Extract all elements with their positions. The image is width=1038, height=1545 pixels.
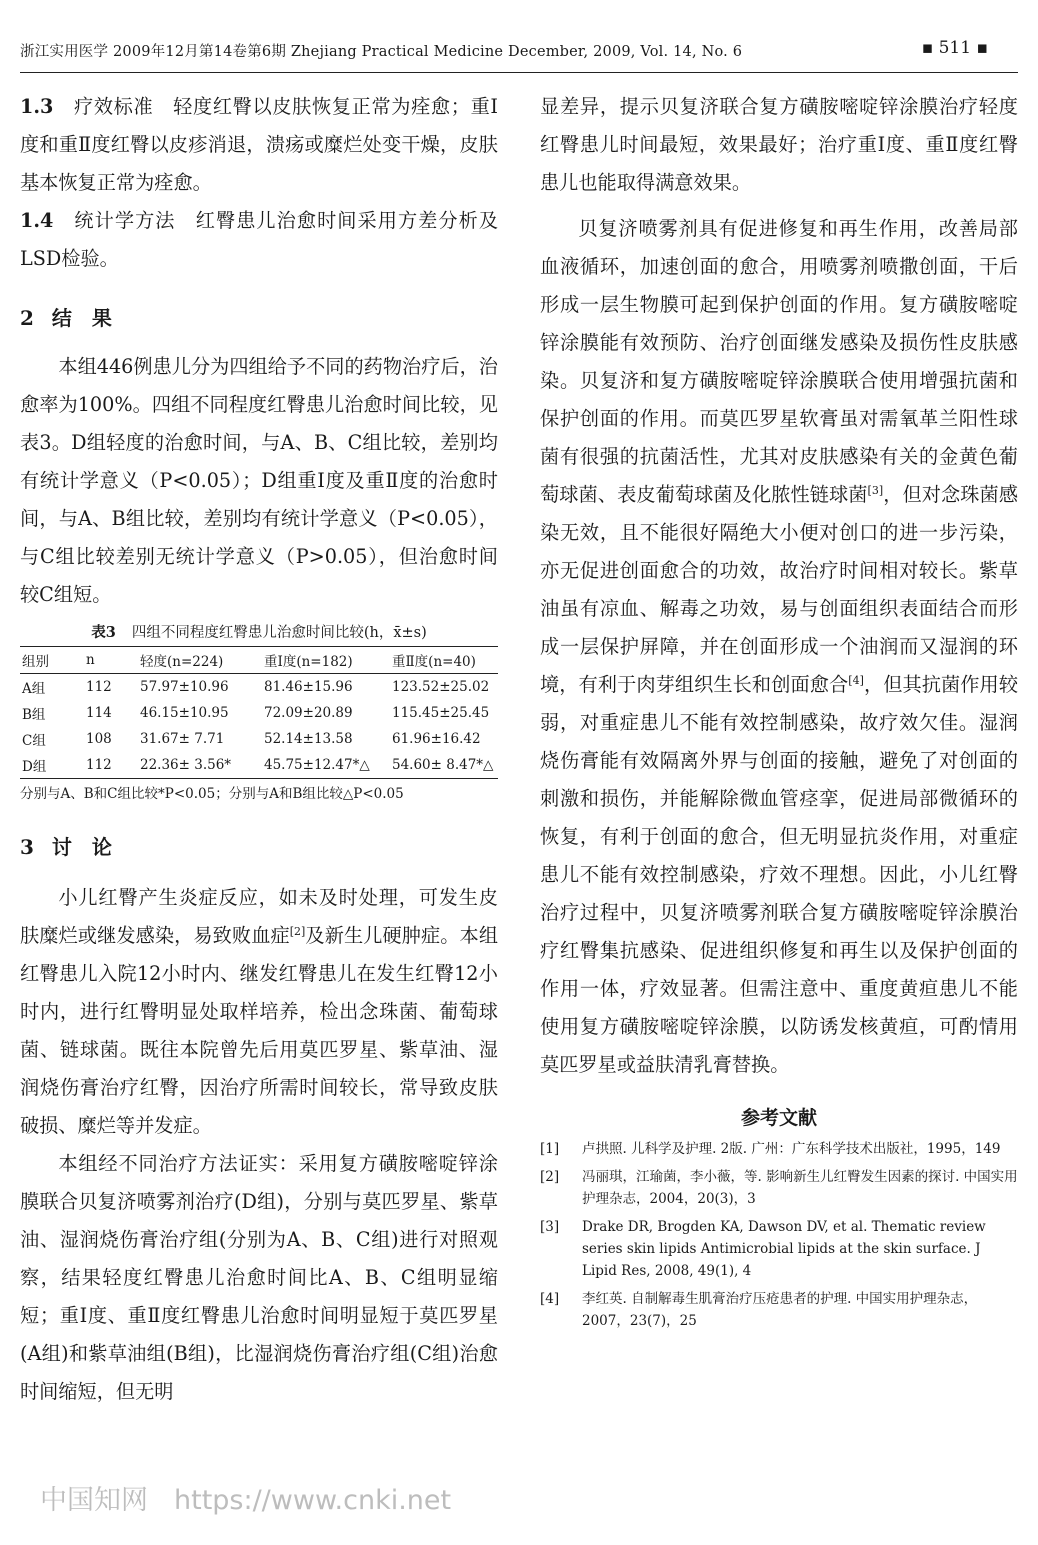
paragraph-text: ，但其抗菌作用较弱，对重症患儿不能有效控制感染，故疗效欠佳。湿润烧伤膏能有效隔离外界与创面的接触，避免了对创面的刺激和损伤，并能解除微血管痉挛，促进局部微循环的恢复，有利于创面的愈合，但无明显抗炎作用，对重症患儿不能有效控制感染，疗效不理想。因此，小儿红臀治疗过程中，贝复济喷雾剂联合复方磺胺嘧啶锌涂膜治疗红臀集抗感染、促进组织修复和再生以及保护创面的作用一体，疗效显著。但需注意中、重度黄疸患儿不能使用复方磺胺嘧啶锌涂膜，以防诱发核黄疸，可酌情用莫匹罗星或益肤清乳膏替换。	[540, 673, 1019, 1076]
table-cell: 108	[86, 731, 112, 747]
paragraph-text: 贝复济喷雾剂具有促进修复和再生作用，改善局部血液循环，加速创面的愈合，用喷雾剂喷撒创面，干后形成一层生物膜可起到保护创面的作用。复方磺胺嘧啶锌涂膜能有效预防、治疗创面继发感染及损伤性皮肤感染。贝复济和复方磺胺嘧啶锌涂膜联合使用增强抗菌和保护创面的作用。而莫匹罗星软膏虽对需氧革兰阳性球菌有很强的抗菌活性，尤其对皮肤感染有关的金黄色葡萄球菌、表皮葡萄球菌及化脓性链球菌	[540, 217, 1018, 506]
left-column	[20, 88, 498, 1411]
table-row	[20, 674, 498, 701]
reference-item	[540, 1288, 1018, 1332]
table-cell: 72.09±20.89	[264, 705, 353, 721]
table-cell: 112	[86, 757, 112, 773]
paragraph-text: 小儿红臀产生炎症反应，如未及时处理，可发生皮肤糜烂或继发感染，易致败血症	[20, 886, 498, 947]
section-title: 统计学方法	[73, 209, 176, 232]
paragraph-text: ，但对念珠菌感染无效，且不能很好隔绝大小便对创口的进一步污染，亦无促进创面愈合的功效，故治疗时间相对较长。紫草油虽有凉血、解毒之功效，易与创面组织表面结合而形成一层保护屏障，并在创面形成一个油润而又湿润的环境，有利于肉芽组织生长和创面愈合	[540, 483, 1019, 696]
table-header-row	[20, 647, 498, 674]
section-label: 1.4	[20, 209, 54, 232]
section-number: 2	[20, 306, 34, 330]
column-header: 组别	[22, 654, 49, 670]
paragraph-text: 及新生儿硬肿症。本组红臀患儿入院12小时内、继发红臀患儿在发生红臀12小时内，进行红臀明显处取样培养，检出念珠菌、葡萄球菌、链球菌。既往本院曾先后用莫匹罗星、紫草油、湿润烧伤膏治疗红臀，因治疗所需时间较长，常导致皮肤破损、糜烂等并发症。	[20, 924, 499, 1137]
section-number: 3	[20, 835, 34, 859]
section-heading-results	[20, 298, 498, 338]
running-header	[20, 38, 1018, 68]
section-title: 结 果	[51, 306, 112, 330]
section-heading-discussion	[20, 827, 498, 867]
reference-number: [1]	[540, 1141, 560, 1157]
citation: [4]	[848, 674, 864, 687]
table-cell: 81.46±15.96	[264, 679, 353, 695]
section-title: 疗效标准	[73, 95, 154, 118]
references-heading: 参考文献	[740, 1107, 817, 1129]
table-row	[20, 726, 498, 752]
journal-line: 浙江实用医学 2009年12月第14卷第6期 Zhejiang Practical Medicine December, 2009, Vol. 14, No. 6	[20, 44, 743, 60]
column-header: 轻度(n=224)	[140, 654, 224, 670]
reference-number: [3]	[540, 1219, 560, 1235]
table-cell: 54.60± 8.47*△	[392, 757, 494, 773]
table-cell: 123.52±25.02	[392, 679, 490, 695]
watermark-url: https://www.cnki.net	[174, 1485, 452, 1516]
section-label: 1.3	[20, 95, 54, 118]
section-title: 讨 论	[51, 835, 112, 859]
table-row	[20, 752, 498, 779]
table-cell: B组	[22, 707, 46, 723]
table-cell: A组	[22, 681, 46, 697]
table-title: 四组不同程度红臀患儿治愈时间比较(h，x̄±s)	[131, 625, 427, 641]
page-number: ▪ 511 ▪	[921, 38, 988, 58]
reference-text: 李红英. 自制解毒生肌膏治疗压疮患者的护理. 中国实用护理杂志，2007，23(7)，25	[582, 1291, 978, 1329]
healing-time-table	[20, 646, 498, 779]
table-cell: C组	[22, 733, 46, 749]
table-cell: 52.14±13.58	[264, 731, 353, 747]
paragraph-discussion-1	[20, 879, 498, 1145]
paragraph-statistics	[20, 202, 498, 278]
right-column	[540, 88, 1018, 1338]
table-cell: 61.96±16.42	[392, 731, 481, 747]
reference-number: [2]	[540, 1169, 560, 1185]
table-cell: D组	[22, 759, 47, 775]
paragraph-text: 红臀患儿治愈时间采用方差分析及LSD检验。	[20, 209, 499, 270]
table-3	[20, 620, 498, 807]
reference-item	[540, 1166, 1018, 1210]
reference-text: Drake DR, Brogden KA, Dawson DV, et al. Thematic review series skin lipids Antimicrobial lipids at the skin surface. J Lipid Res, 2008, 49(1), 4	[582, 1219, 986, 1279]
column-header: n	[86, 652, 95, 668]
paragraph-text: 轻度红臀以皮肤恢复正常为痊愈；重Ⅰ度和重Ⅱ度红臀以皮疹消退，溃疡或糜烂处变干燥，皮肤基本恢复正常为痊愈。	[20, 95, 498, 194]
table-cell: 45.75±12.47*△	[264, 757, 370, 773]
references-list	[540, 1138, 1018, 1332]
table-row	[20, 700, 498, 726]
table-cell: 115.45±25.45	[392, 705, 490, 721]
reference-text: 冯丽琪，江瑜菌，李小薇，等. 影响新生儿红臀发生因素的探讨. 中国实用护理杂志，2004，20(3)，3	[582, 1169, 1018, 1207]
column-header: 重Ⅰ度(n=182)	[264, 654, 353, 670]
paragraph-results: 本组446例患儿分为四组给予不同的药物治疗后，治愈率为100%。四组不同程度红臀患儿治愈时间比较，见表3。D组轻度的治愈时间，与A、B、C组比较，差别均有统计学意义（P<0.05）；D组重Ⅰ度及重Ⅱ度的治愈时间，与A、B组比较，差别均有统计学意义（P<0.05），与C组比较差别无统计学意义（P>0.05），但治愈时间较C组短。	[20, 355, 498, 606]
reference-number: [4]	[540, 1291, 560, 1307]
table-cell: 22.36± 3.56*	[140, 757, 232, 773]
table-label: 表3	[91, 624, 116, 641]
citation: [2]	[289, 925, 306, 938]
paragraph-discussion-2: 本组经不同治疗方法证实：采用复方磺胺嘧啶锌涂膜联合贝复济喷雾剂治疗(D组)，分别与莫匹罗星、紫草油、湿润烧伤膏治疗组(分别为A、B、C组)进行对照观察，结果轻度红臀患儿治愈时间比A、B、C组明显缩短；重Ⅰ度、重Ⅱ度红臀患儿治愈时间明显短于莫匹罗星(A组)和紫草油组(B组)，比湿润烧伤膏治疗组(C组)治愈时间缩短，但无明	[20, 1152, 498, 1403]
watermark-logo-text: 中国知网	[40, 1485, 148, 1516]
paragraph-efficacy-criteria	[20, 88, 498, 202]
paragraph-discussion-3	[540, 210, 1018, 1084]
table-cell: 112	[86, 679, 112, 695]
reference-text: 卢拱照. 儿科学及护理. 2版. 广州：广东科学技术出版社，1995，149	[582, 1141, 1001, 1157]
table-cell: 57.97±10.96	[140, 679, 229, 695]
table-footnote: 分别与A、B和C组比较*P<0.05；分别与A和B组比较△P<0.05	[20, 786, 404, 802]
table-caption	[20, 620, 498, 646]
table-cell: 31.67± 7.71	[140, 731, 225, 747]
table-cell: 114	[86, 705, 112, 721]
header-rule	[20, 72, 1018, 73]
paragraph-continued: 显差异，提示贝复济联合复方磺胺嘧啶锌涂膜治疗轻度红臀患儿时间最短，效果最好；治疗重Ⅰ度、重Ⅱ度红臀患儿也能取得满意效果。	[540, 95, 1018, 194]
column-header: 重Ⅱ度(n=40)	[392, 654, 476, 670]
reference-item	[540, 1138, 1018, 1160]
cnki-watermark	[40, 1478, 451, 1517]
reference-item	[540, 1216, 1018, 1282]
citation: [3]	[867, 484, 884, 497]
table-cell: 46.15±10.95	[140, 705, 229, 721]
